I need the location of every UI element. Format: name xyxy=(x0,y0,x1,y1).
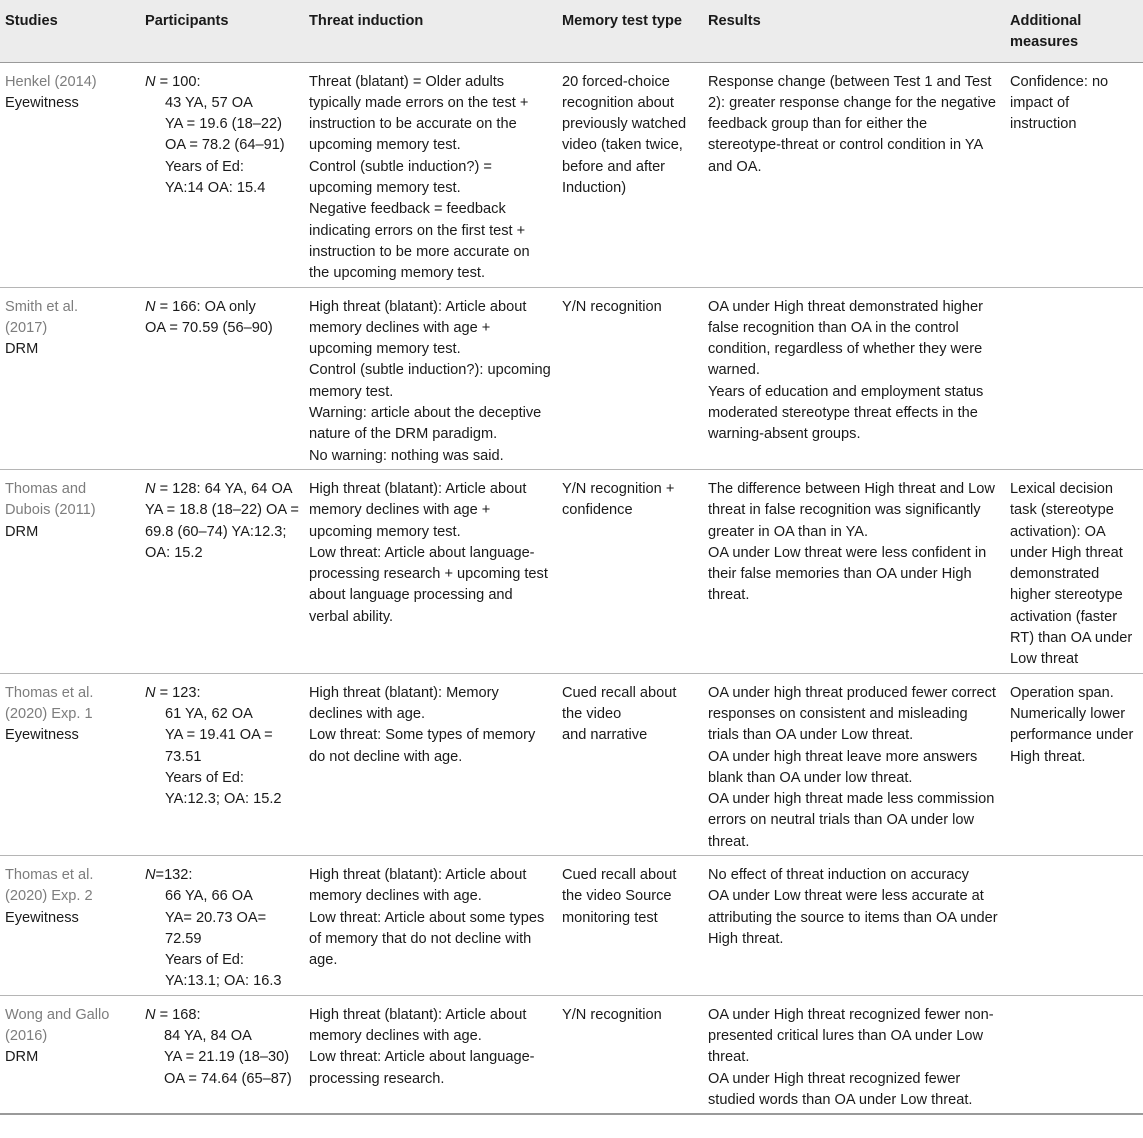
memory-test-item: 20 forced-choice recognition about previously watched video (taken twice, before and after Induction) xyxy=(562,73,687,197)
participants-n-label: N xyxy=(145,1006,156,1023)
study-paradigm: DRM xyxy=(5,1049,39,1066)
participants-cell xyxy=(140,855,304,995)
memory-test-cell xyxy=(557,469,703,673)
memory-test-item: and narrative xyxy=(562,727,648,744)
memory-test-cell xyxy=(557,995,703,1114)
participants-line: 66 YA, 66 OA xyxy=(165,888,253,905)
threat-cell xyxy=(304,673,557,855)
memory-test-item: Y/N recognition + confidence xyxy=(562,480,675,519)
participants-line: YA = 21.19 (18–30) xyxy=(164,1049,290,1066)
participants-n-label: N xyxy=(145,298,156,315)
study-paradigm: Eyewitness xyxy=(5,909,79,926)
result-item: No effect of threat induction on accuracy xyxy=(708,866,969,883)
study-citation: Thomas and xyxy=(5,480,87,497)
study-cell xyxy=(0,62,140,287)
study-citation: Wong and Gallo xyxy=(5,1006,110,1023)
table-row xyxy=(0,287,1143,469)
study-citation: (2016) xyxy=(5,1028,48,1045)
additional-measures-cell xyxy=(1005,62,1143,287)
participants-line: Years of Ed: xyxy=(165,769,244,786)
table-body xyxy=(0,62,1143,1114)
table-row xyxy=(0,673,1143,855)
result-item: OA under high threat leave more answers blank than OA under low threat. xyxy=(708,748,978,786)
participants-line: OA = 78.2 (64–91) xyxy=(165,137,285,154)
threat-item: Low threat: Article about some types of memory that do not decline with age. xyxy=(309,909,545,969)
participants-n xyxy=(145,72,300,93)
table-row xyxy=(0,62,1143,287)
participants-cell xyxy=(140,469,304,673)
participants-n-value: = 166: OA only xyxy=(155,298,256,315)
study-paradigm: Eyewitness xyxy=(5,727,79,744)
result-item: OA under Low threat were less confident in their false memories than OA under High threat. xyxy=(708,544,987,604)
participants-cell xyxy=(140,995,304,1114)
results-cell xyxy=(703,995,1005,1114)
participants-line: 84 YA, 84 OA xyxy=(164,1028,252,1045)
results-cell xyxy=(703,62,1005,287)
additional-measures-cell xyxy=(1005,469,1143,673)
participants-n-label: N xyxy=(145,684,156,701)
additional-measures-cell xyxy=(1005,287,1143,469)
study-cell xyxy=(0,287,140,469)
threat-item: Control (subtle induction?) = upcoming memory test. xyxy=(309,158,492,197)
threat-cell xyxy=(304,995,557,1114)
additional-measures-cell xyxy=(1005,995,1143,1114)
additional-item: Operation span. xyxy=(1010,684,1114,701)
participants-n-value: = 128: 64 YA, 64 OA YA = 18.8 (18–22) OA = 69.8 (60–74) YA:12.3; OA: 15.2 xyxy=(145,480,299,561)
header-row xyxy=(0,0,1143,62)
participants-n-value: =132: xyxy=(155,866,193,883)
threat-item: Warning: article about the deceptive nature of the DRM paradigm. xyxy=(309,405,542,443)
result-item: OA under high threat produced fewer correct responses on consistent and misleading trials than OA under Low threat. xyxy=(708,684,996,744)
header-memory-test-type: Memory test type xyxy=(557,0,703,62)
header-studies: Studies xyxy=(0,0,140,62)
study-cell xyxy=(0,673,140,855)
memory-test-cell xyxy=(557,62,703,287)
results-cell xyxy=(703,287,1005,469)
threat-item: High threat (blatant): Memory declines with age. xyxy=(309,684,499,722)
participants-n xyxy=(145,683,300,704)
result-item: OA under high threat made less commission errors on neutral trials than OA under low threat. xyxy=(708,791,995,850)
table-row xyxy=(0,855,1143,995)
participants-line: 43 YA, 57 OA xyxy=(165,94,253,111)
table-row xyxy=(0,469,1143,673)
threat-item: No warning: nothing was said. xyxy=(309,447,504,464)
result-item: OA under High threat recognized fewer studied words than OA under Low threat. xyxy=(708,1070,973,1108)
result-item: OA under High threat demonstrated higher false recognition than OA in the control condition, regardless of whether they were warned. xyxy=(708,298,984,379)
participants-cell xyxy=(140,287,304,469)
result-item: OA under Low threat were less accurate at attributing the source to items than OA under High threat. xyxy=(708,888,998,947)
study-paradigm: Eyewitness xyxy=(5,94,79,111)
study-citation: (2017) xyxy=(5,319,48,336)
participants-line: YA:14 OA: 15.4 xyxy=(165,180,266,197)
table-row xyxy=(0,995,1143,1114)
header-threat-induction: Threat induction xyxy=(304,0,557,62)
participants-line: Years of Ed: xyxy=(165,158,244,175)
participants-n-label: N xyxy=(145,480,156,497)
participants-n xyxy=(145,865,300,886)
additional-item: Lexical decision task (stereotype activation): OA under High threat demonstrated higher stereotype activation (faster RT) than OA under Low threat xyxy=(1010,480,1133,668)
threat-item: High threat (blatant): Article about memory declines with age. xyxy=(309,1006,527,1045)
results-cell xyxy=(703,855,1005,995)
header-participants: Participants xyxy=(140,0,304,62)
study-citation: (2020) Exp. 1 xyxy=(5,705,93,722)
participants-line: OA = 74.64 (65–87) xyxy=(164,1070,292,1087)
study-cell xyxy=(0,469,140,673)
result-item: OA under High threat recognized fewer non-presented critical lures than OA under Low threat. xyxy=(708,1006,994,1066)
study-citation: Dubois (2011) xyxy=(5,502,96,519)
results-cell xyxy=(703,673,1005,855)
participants-line: OA = 70.59 (56–90) xyxy=(145,319,273,336)
threat-item: Low threat: Some types of memory do not decline with age. xyxy=(309,727,536,765)
participants-line: YA:13.1; OA: 16.3 xyxy=(165,973,282,990)
threat-cell xyxy=(304,855,557,995)
study-citation: Thomas et al. xyxy=(5,866,94,883)
additional-item: Numerically lower performance under High threat. xyxy=(1010,705,1134,765)
threat-item: High threat (blatant): Article about memory declines with age + upcoming memory test. xyxy=(309,480,527,540)
threat-cell xyxy=(304,287,557,469)
threat-item: Threat (blatant) = Older adults typically made errors on the test + instruction to be accurate on the upcoming memory test. xyxy=(309,73,529,154)
memory-test-item: Cued recall about the video Source monitoring test xyxy=(562,866,677,926)
participants-cell xyxy=(140,62,304,287)
result-item: Response change (between Test 1 and Test 2): greater response change for the negative feedback group than for either the stereotype-threat or control condition in YA and OA. xyxy=(708,73,997,175)
participants-line: YA = 19.41 OA = 73.51 xyxy=(165,727,273,765)
participants-n-value: = 100: xyxy=(155,73,201,90)
threat-cell xyxy=(304,62,557,287)
memory-test-item: Y/N recognition xyxy=(562,298,662,315)
participants-n-label: N xyxy=(145,73,156,90)
threat-item: High threat (blatant): Article about memory declines with age + upcoming memory test. xyxy=(309,298,527,358)
participants-line: YA= 20.73 OA= 72.59 xyxy=(165,909,267,947)
memory-test-item: Cued recall about the video xyxy=(562,684,677,722)
study-cell xyxy=(0,995,140,1114)
participants-n xyxy=(145,479,300,564)
participants-line: Years of Ed: xyxy=(165,952,244,969)
additional-item: Confidence: no impact of instruction xyxy=(1010,73,1109,133)
threat-item: High threat (blatant): Article about memory declines with age. xyxy=(309,866,527,905)
study-citation: Henkel (2014) xyxy=(5,73,97,90)
participants-n-value: = 168: xyxy=(155,1006,201,1023)
participants-cell xyxy=(140,673,304,855)
threat-item: Low threat: Article about language-processing research + upcoming test about language processing and verbal ability. xyxy=(309,544,548,625)
header-results: Results xyxy=(703,0,1005,62)
participants-n-value: = 123: xyxy=(155,684,201,701)
result-item: Years of education and employment status moderated stereotype threat effects in the warning-absent groups. xyxy=(708,383,984,443)
memory-test-cell xyxy=(557,673,703,855)
study-paradigm: DRM xyxy=(5,341,39,358)
study-paradigm: DRM xyxy=(5,523,39,540)
threat-item: Negative feedback = feedback indicating errors on the first test + instruction to be more accurate on the upcoming memory test. xyxy=(309,201,530,282)
participants-n xyxy=(145,1005,300,1026)
results-cell xyxy=(703,469,1005,673)
study-cell xyxy=(0,855,140,995)
result-item: The difference between High threat and Low threat in false recognition was significantly greater in OA than in YA. xyxy=(708,480,995,540)
header-additional-measures: Additional measures xyxy=(1005,0,1143,62)
participants-n xyxy=(145,297,300,318)
participants-line: YA:12.3; OA: 15.2 xyxy=(165,791,282,808)
memory-test-item: Y/N recognition xyxy=(562,1006,662,1023)
participants-line: 61 YA, 62 OA xyxy=(165,705,253,722)
additional-measures-cell xyxy=(1005,673,1143,855)
study-citation: (2020) Exp. 2 xyxy=(5,888,93,905)
threat-item: Control (subtle induction?): upcoming memory test. xyxy=(309,362,551,400)
study-citation: Smith et al. xyxy=(5,298,78,315)
participants-n-label: N xyxy=(145,866,156,883)
memory-test-cell xyxy=(557,855,703,995)
threat-cell xyxy=(304,469,557,673)
threat-item: Low threat: Article about language-processing research. xyxy=(309,1049,535,1087)
additional-measures-cell xyxy=(1005,855,1143,995)
study-citation: Thomas et al. xyxy=(5,684,94,701)
memory-test-cell xyxy=(557,287,703,469)
participants-line: YA = 19.6 (18–22) xyxy=(165,116,282,133)
